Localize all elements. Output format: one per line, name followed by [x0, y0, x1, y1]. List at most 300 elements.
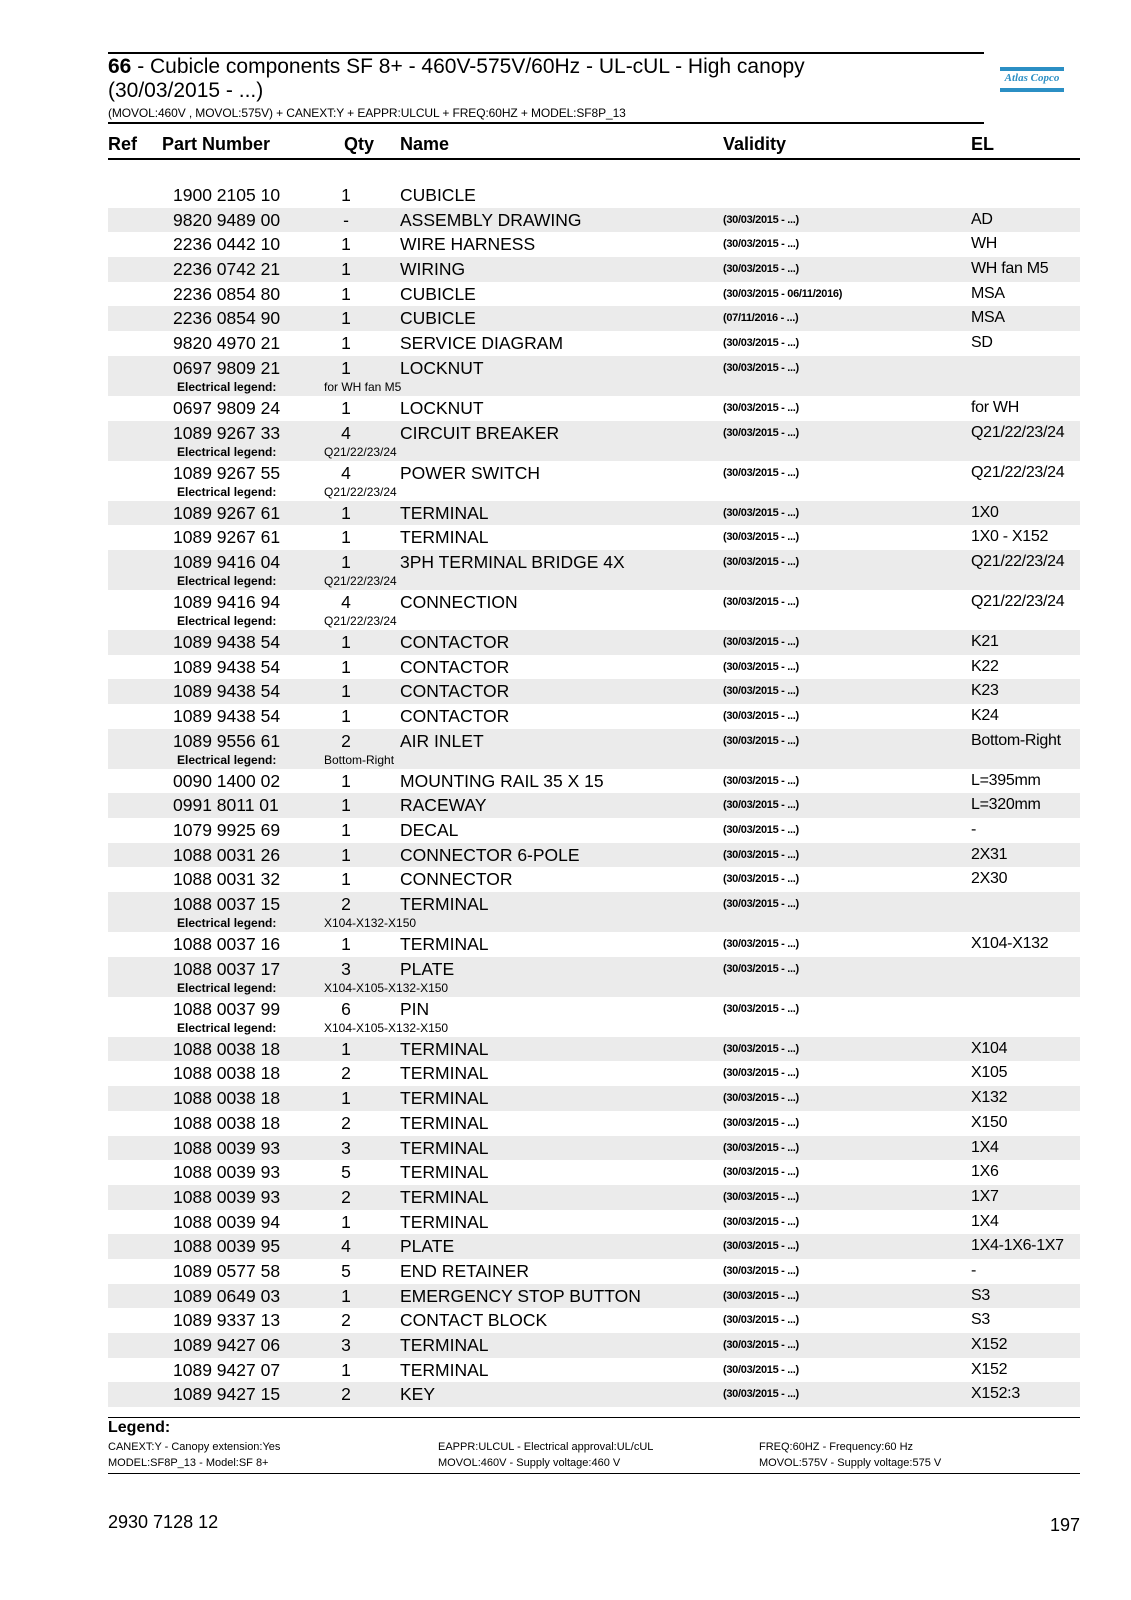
part-number-cell: 1088 0031 26 — [173, 844, 281, 865]
part-number-cell: 1089 9267 33 — [173, 422, 281, 443]
el-cell: 2X31 — [971, 845, 1008, 863]
electrical-legend-label: Electrical legend: — [177, 444, 277, 459]
table-row — [108, 1061, 1080, 1086]
validity-cell: (30/03/2015 - ...) — [723, 426, 799, 439]
part-number-cell: 0697 9809 21 — [173, 357, 281, 378]
name-cell: ASSEMBLY DRAWING — [400, 209, 582, 230]
table-row — [108, 1234, 1080, 1259]
table-row — [108, 396, 1080, 421]
qty-cell: 1 — [341, 259, 351, 280]
part-number-cell: 0090 1400 02 — [173, 770, 281, 791]
qty-cell: 2 — [341, 894, 351, 915]
qty-cell: 1 — [341, 1285, 351, 1306]
name-cell: AIR INLET — [400, 730, 484, 751]
qty-cell: 1 — [341, 820, 351, 840]
el-cell: SD — [971, 334, 993, 352]
electrical-legend-label: Electrical legend: — [177, 916, 277, 931]
logo-text: Atlas Copco — [1004, 72, 1060, 84]
part-number-cell: 1079 9925 69 — [173, 820, 281, 840]
part-number-cell: 1089 9427 06 — [173, 1335, 281, 1355]
part-number-cell: 1089 9438 54 — [173, 631, 281, 652]
table-row — [108, 1086, 1080, 1111]
table-row — [108, 1136, 1080, 1161]
name-cell: TERMINAL — [400, 1088, 489, 1109]
legend-item: MOVOL:460V - Supply voltage:460 V — [438, 1457, 621, 1469]
qty-cell: 4 — [341, 591, 351, 612]
table-row — [108, 704, 1080, 729]
name-cell: CIRCUIT BREAKER — [400, 422, 560, 443]
part-number-cell: 9820 9489 00 — [173, 209, 281, 230]
table-row — [108, 208, 1080, 233]
qty-cell: 1 — [341, 705, 351, 726]
table-row — [108, 1284, 1080, 1309]
validity-cell: (30/03/2015 - ...) — [723, 774, 799, 787]
part-number-cell: 2236 0854 90 — [173, 308, 281, 329]
validity-cell: (30/03/2015 - ...) — [723, 962, 799, 975]
table-row — [108, 461, 1080, 501]
qty-cell: 1 — [341, 656, 351, 677]
part-number-cell: 1088 0038 18 — [173, 1088, 281, 1109]
qty-cell: 3 — [341, 1137, 351, 1158]
qty-cell: 5 — [341, 1260, 351, 1281]
name-cell: TERMINAL — [400, 1359, 489, 1380]
electrical-legend-label: Electrical legend: — [177, 573, 277, 588]
legend-item: CANEXT:Y - Canopy extension:Yes — [108, 1441, 281, 1453]
el-cell: X150 — [971, 1113, 1008, 1131]
name-cell: PLATE — [400, 1236, 455, 1257]
table-row — [108, 501, 1080, 526]
electrical-legend-value: Q21/22/23/24 — [324, 613, 397, 628]
name-cell: TERMINAL — [400, 1063, 489, 1084]
part-number-cell: 1088 0037 99 — [173, 998, 281, 1019]
el-cell: L=395mm — [971, 771, 1041, 789]
part-number-cell: 1089 9427 07 — [173, 1359, 281, 1380]
electrical-legend-value: for WH fan M5 — [324, 379, 402, 394]
qty-cell: 1 — [341, 551, 351, 572]
part-number-cell: 1088 0039 95 — [173, 1236, 281, 1257]
table-row — [108, 655, 1080, 680]
el-cell: 1X4 — [971, 1212, 999, 1230]
table-row — [108, 331, 1080, 356]
table-row — [108, 1160, 1080, 1185]
el-cell: WH fan M5 — [971, 260, 1049, 278]
table-row — [108, 183, 1080, 208]
name-cell: CONTACTOR — [400, 681, 510, 702]
part-number-cell: 1089 9438 54 — [173, 656, 281, 677]
validity-cell: (30/03/2015 - ...) — [723, 213, 799, 226]
col-part-number: Part Number — [162, 134, 271, 154]
electrical-legend-label: Electrical legend: — [177, 379, 277, 394]
qty-cell: 1 — [341, 1038, 351, 1059]
qty-cell: 3 — [341, 1335, 351, 1355]
table-row — [108, 1210, 1080, 1235]
part-number-cell: 1089 0577 58 — [173, 1260, 281, 1281]
el-cell: 1X4 — [971, 1138, 999, 1156]
electrical-legend-label: Electrical legend: — [177, 613, 277, 628]
part-number-cell: 1089 9416 94 — [173, 591, 281, 612]
el-cell: K22 — [971, 657, 999, 675]
qty-cell: 2 — [341, 1186, 351, 1207]
name-cell: POWER SWITCH — [400, 462, 540, 483]
validity-cell: (30/03/2015 - ...) — [723, 685, 799, 698]
part-number-cell: 1089 9416 04 — [173, 551, 281, 572]
qty-cell: 1 — [341, 333, 351, 354]
electrical-legend-value: X104-X105-X132-X150 — [324, 980, 449, 995]
page-number: 197 — [1050, 1515, 1081, 1535]
name-cell: TERMINAL — [400, 502, 489, 523]
parts-table-body — [108, 183, 1080, 1407]
col-qty: Qty — [344, 134, 375, 154]
name-cell: CONNECTION — [400, 591, 518, 612]
qty-cell: 4 — [341, 422, 351, 443]
legend-item: MODEL:SF8P_13 - Model:SF 8+ — [108, 1457, 269, 1469]
name-cell: RACEWAY — [400, 795, 487, 816]
el-cell: Q21/22/23/24 — [971, 592, 1065, 610]
part-number-cell: 1088 0038 18 — [173, 1063, 281, 1084]
name-cell: WIRE HARNESS — [400, 234, 536, 255]
table-row — [108, 421, 1080, 461]
qty-cell: 1 — [341, 1088, 351, 1109]
qty-cell: 1 — [341, 1211, 351, 1232]
part-number-cell: 2236 0742 21 — [173, 259, 281, 280]
qty-cell: 1 — [341, 1359, 351, 1380]
part-number-cell: 2236 0854 80 — [173, 283, 281, 304]
part-number-cell: 1089 9438 54 — [173, 705, 281, 726]
atlas-copco-logo — [1000, 67, 1064, 94]
qty-cell: 2 — [341, 1112, 351, 1133]
electrical-legend-value: X104-X105-X132-X150 — [324, 1020, 449, 1035]
el-cell: K24 — [971, 706, 999, 724]
qty-cell: 4 — [341, 1236, 351, 1257]
name-cell: CONTACT BLOCK — [400, 1310, 548, 1331]
part-number-cell: 1088 0039 93 — [173, 1186, 281, 1207]
qty-cell: 1 — [341, 308, 351, 329]
validity-cell: (30/03/2015 - ...) — [723, 660, 799, 673]
validity-cell: (30/03/2015 - ...) — [723, 466, 799, 479]
name-cell: TERMINAL — [400, 894, 489, 915]
name-cell: CUBICLE — [400, 283, 476, 304]
el-cell: X104-X132 — [971, 935, 1049, 953]
qty-cell: 1 — [341, 357, 351, 378]
name-cell: CUBICLE — [400, 185, 476, 205]
qty-cell: 6 — [341, 998, 351, 1019]
table-row — [108, 550, 1080, 590]
name-cell: CONNECTOR 6-POLE — [400, 844, 580, 865]
legend-item: EAPPR:ULCUL - Electrical approval:UL/cUL — [438, 1441, 654, 1453]
electrical-legend-value: Q21/22/23/24 — [324, 444, 397, 459]
validity-cell: (30/03/2015 - ...) — [723, 709, 799, 722]
name-cell: CONTACTOR — [400, 705, 510, 726]
name-cell: PIN — [400, 998, 430, 1019]
validity-cell: (30/03/2015 - ...) — [723, 1264, 799, 1277]
validity-cell: (30/03/2015 - ...) — [723, 1388, 799, 1401]
qty-cell: 1 — [341, 283, 351, 304]
part-number-cell: 9820 4970 21 — [173, 333, 281, 354]
name-cell: PLATE — [400, 958, 455, 979]
part-number-cell: 0697 9809 24 — [173, 397, 281, 418]
qty-cell: 5 — [341, 1162, 351, 1183]
el-cell: Q21/22/23/24 — [971, 463, 1065, 481]
legend-item: MOVOL:575V - Supply voltage:575 V — [759, 1457, 942, 1469]
electrical-legend-value: Q21/22/23/24 — [324, 573, 397, 588]
table-row — [108, 257, 1080, 282]
name-cell: CONTACTOR — [400, 656, 510, 677]
validity-cell: (30/03/2015 - ...) — [723, 531, 799, 544]
table-row — [108, 957, 1080, 997]
table-row — [108, 1358, 1080, 1383]
table-row — [108, 818, 1080, 843]
table-row — [108, 1185, 1080, 1210]
qty-cell: 1 — [341, 795, 351, 816]
el-cell: Q21/22/23/24 — [971, 552, 1065, 570]
table-row — [108, 232, 1080, 257]
qty-cell: 1 — [341, 770, 351, 791]
validity-cell: (30/03/2015 - ...) — [723, 595, 799, 608]
table-row — [108, 729, 1080, 769]
name-cell: CONTACTOR — [400, 631, 510, 652]
validity-cell: (30/03/2015 - ...) — [723, 1215, 799, 1228]
table-row — [108, 1037, 1080, 1062]
col-name: Name — [400, 134, 450, 154]
name-cell: LOCKNUT — [400, 397, 484, 418]
part-number-cell: 1088 0039 93 — [173, 1162, 281, 1183]
validity-cell: (30/03/2015 - ...) — [723, 263, 799, 276]
part-number-cell: 1088 0037 17 — [173, 958, 281, 979]
el-cell: MSA — [971, 309, 1005, 327]
el-cell: - — [971, 821, 977, 838]
name-cell: CUBICLE — [400, 308, 476, 329]
col-validity: Validity — [723, 134, 787, 154]
part-number-cell: 1088 0037 16 — [173, 934, 281, 955]
el-cell: AD — [971, 210, 993, 228]
el-cell: 1X6 — [971, 1163, 999, 1181]
validity-cell: (30/03/2015 - ...) — [723, 401, 799, 414]
logo-bar-bottom — [1000, 88, 1064, 92]
qty-cell: - — [343, 209, 349, 230]
validity-cell: (30/03/2015 - ...) — [723, 361, 799, 374]
validity-cell: (30/03/2015 - ...) — [723, 898, 799, 911]
validity-cell: (30/03/2015 - ...) — [723, 337, 799, 350]
electrical-legend-value: Bottom-Right — [324, 752, 395, 767]
validity-cell: (30/03/2015 - ...) — [723, 1116, 799, 1129]
qty-cell: 1 — [341, 681, 351, 702]
legend-title: Legend: — [108, 1419, 171, 1436]
electrical-legend-label: Electrical legend: — [177, 484, 277, 499]
document-number: 2930 7128 12 — [108, 1512, 219, 1532]
legend-bottom-rule — [108, 1473, 1080, 1474]
part-number-cell: 1088 0037 15 — [173, 894, 281, 915]
table-row — [108, 769, 1080, 794]
validity-cell: (30/03/2015 - ...) — [723, 1190, 799, 1203]
validity-cell: (30/03/2015 - ...) — [723, 1314, 799, 1327]
col-ref: Ref — [108, 134, 138, 154]
part-number-cell: 1089 9267 55 — [173, 462, 281, 483]
qty-cell: 1 — [341, 527, 351, 548]
validity-cell: (30/03/2015 - ...) — [723, 1042, 799, 1055]
validity-cell: (30/03/2015 - ...) — [723, 848, 799, 861]
name-cell: TERMINAL — [400, 1335, 489, 1355]
table-row — [108, 306, 1080, 331]
qty-cell: 1 — [341, 934, 351, 955]
part-number-cell: 1900 2105 10 — [173, 185, 281, 205]
name-cell: TERMINAL — [400, 934, 489, 955]
table-row — [108, 1111, 1080, 1136]
header-bottom-rule — [108, 122, 984, 124]
table-row — [108, 892, 1080, 932]
qty-cell: 1 — [341, 844, 351, 865]
part-number-cell: 1089 9337 13 — [173, 1310, 281, 1331]
el-cell: - — [971, 1261, 977, 1279]
el-cell: MSA — [971, 284, 1005, 302]
validity-cell: (30/03/2015 - ...) — [723, 1067, 799, 1080]
el-cell: X132 — [971, 1089, 1008, 1107]
table-row — [108, 867, 1080, 892]
validity-cell: (30/03/2015 - ...) — [723, 555, 799, 568]
name-cell: KEY — [400, 1384, 436, 1405]
table-row — [108, 630, 1080, 655]
table-row — [108, 282, 1080, 307]
electrical-legend-value: Q21/22/23/24 — [324, 484, 397, 499]
validity-cell: (30/03/2015 - 06/11/2016) — [723, 287, 843, 300]
qty-cell: 2 — [341, 1063, 351, 1084]
table-row — [108, 590, 1080, 630]
el-cell: 1X4-1X6-1X7 — [971, 1237, 1064, 1255]
validity-cell: (30/03/2015 - ...) — [723, 1141, 799, 1154]
validity-cell: (30/03/2015 - ...) — [723, 873, 799, 886]
qty-cell: 1 — [341, 185, 351, 205]
name-cell: SERVICE DIAGRAM — [400, 333, 564, 354]
validity-cell: (30/03/2015 - ...) — [723, 734, 799, 747]
validity-cell: (30/03/2015 - ...) — [723, 1092, 799, 1105]
el-cell: X104 — [971, 1039, 1008, 1057]
qty-cell: 1 — [341, 397, 351, 418]
page-title: 66 - Cubicle components SF 8+ - 460V-575V/60Hz - UL-cUL - High canopy (30/03/2015 - ...) — [108, 55, 805, 102]
part-number-cell: 1088 0039 94 — [173, 1211, 281, 1232]
el-cell: S3 — [971, 1311, 990, 1329]
qty-cell: 1 — [341, 502, 351, 523]
el-cell: K21 — [971, 632, 999, 650]
name-cell: CONNECTOR — [400, 869, 513, 890]
name-cell: TERMINAL — [400, 1162, 489, 1183]
name-cell: TERMINAL — [400, 1038, 489, 1059]
table-row — [108, 997, 1080, 1037]
el-cell: 2X30 — [971, 870, 1008, 888]
validity-cell: (30/03/2015 - ...) — [723, 238, 799, 251]
part-number-cell: 2236 0442 10 — [173, 234, 281, 255]
page-subtitle: (MOVOL:460V , MOVOL:575V) + CANEXT:Y + EAPPR:ULCUL + FREQ:60HZ + MODEL:SF8P_13 — [108, 106, 626, 120]
part-number-cell: 1089 0649 03 — [173, 1285, 281, 1306]
table-row — [108, 793, 1080, 818]
part-number-cell: 1089 9556 61 — [173, 730, 281, 751]
table-row — [108, 679, 1080, 704]
electrical-legend-label: Electrical legend: — [177, 1020, 277, 1035]
col-el: EL — [971, 134, 995, 154]
table-row — [108, 356, 1080, 396]
electrical-legend-value: X104-X132-X150 — [324, 916, 417, 931]
name-cell: 3PH TERMINAL BRIDGE 4X — [400, 551, 625, 572]
table-row — [108, 932, 1080, 957]
el-cell: X152 — [971, 1336, 1008, 1353]
electrical-legend-label: Electrical legend: — [177, 980, 277, 995]
table-bottom-rule — [108, 1417, 1080, 1418]
validity-cell: (30/03/2015 - ...) — [723, 1289, 799, 1302]
name-cell: TERMINAL — [400, 527, 489, 548]
name-cell: WIRING — [400, 259, 466, 280]
qty-cell: 1 — [341, 631, 351, 652]
validity-cell: (30/03/2015 - ...) — [723, 1166, 799, 1179]
part-number-cell: 1089 9267 61 — [173, 527, 281, 548]
part-number-cell: 1089 9438 54 — [173, 681, 281, 702]
name-cell: TERMINAL — [400, 1112, 489, 1133]
table-row — [108, 1308, 1080, 1333]
validity-cell: (30/03/2015 - ...) — [723, 506, 799, 519]
table-header — [108, 132, 1080, 160]
name-cell: LOCKNUT — [400, 357, 484, 378]
el-cell: X152 — [971, 1360, 1008, 1378]
el-cell: Bottom-Right — [971, 731, 1061, 749]
qty-cell: 4 — [341, 462, 351, 483]
el-cell: 1X7 — [971, 1187, 999, 1205]
qty-cell: 1 — [341, 869, 351, 890]
part-number-cell: 0991 8011 01 — [173, 795, 279, 816]
el-cell: X105 — [971, 1064, 1008, 1082]
validity-cell: (07/11/2016 - ...) — [723, 312, 799, 325]
table-row — [108, 1333, 1080, 1358]
header-top-rule — [108, 52, 984, 54]
part-number-cell: 1089 9427 15 — [173, 1384, 281, 1405]
el-cell: 1X0 - X152 — [971, 528, 1049, 546]
name-cell: END RETAINER — [400, 1260, 529, 1281]
validity-cell: (30/03/2015 - ...) — [723, 1002, 799, 1015]
qty-cell: 2 — [341, 1384, 351, 1405]
logo-bar-top — [1000, 67, 1064, 71]
validity-cell: (30/03/2015 - ...) — [723, 1339, 799, 1351]
part-number-cell: 1088 0031 32 — [173, 869, 281, 890]
el-cell: L=320mm — [971, 796, 1041, 814]
part-number-cell: 1088 0038 18 — [173, 1112, 281, 1133]
legend-item: FREQ:60HZ - Frequency:60 Hz — [759, 1441, 914, 1453]
qty-cell: 2 — [341, 1310, 351, 1331]
table-row — [108, 1382, 1080, 1407]
name-cell: MOUNTING RAIL 35 X 15 — [400, 770, 604, 791]
qty-cell: 1 — [341, 234, 351, 255]
part-number-cell: 1089 9267 61 — [173, 502, 281, 523]
part-number-cell: 1088 0038 18 — [173, 1038, 281, 1059]
el-cell: Q21/22/23/24 — [971, 423, 1065, 441]
qty-cell: 2 — [341, 730, 351, 751]
validity-cell: (30/03/2015 - ...) — [723, 824, 799, 836]
table-row — [108, 843, 1080, 868]
name-cell: TERMINAL — [400, 1186, 489, 1207]
electrical-legend-label: Electrical legend: — [177, 752, 277, 767]
validity-cell: (30/03/2015 - ...) — [723, 1240, 799, 1253]
name-cell: DECAL — [400, 820, 459, 840]
el-cell: K23 — [971, 682, 999, 700]
el-cell: for WH — [971, 398, 1019, 416]
el-cell: WH — [971, 235, 998, 253]
validity-cell: (30/03/2015 - ...) — [723, 938, 799, 951]
name-cell: EMERGENCY STOP BUTTON — [400, 1285, 641, 1306]
qty-cell: 3 — [341, 958, 351, 979]
el-cell: 1X0 — [971, 503, 999, 521]
table-row — [108, 1259, 1080, 1284]
validity-cell: (30/03/2015 - ...) — [723, 1363, 799, 1376]
el-cell: S3 — [971, 1286, 990, 1304]
validity-cell: (30/03/2015 - ...) — [723, 635, 799, 648]
el-cell: X152:3 — [971, 1385, 1020, 1403]
part-number-cell: 1088 0039 93 — [173, 1137, 281, 1158]
table-row — [108, 525, 1080, 550]
